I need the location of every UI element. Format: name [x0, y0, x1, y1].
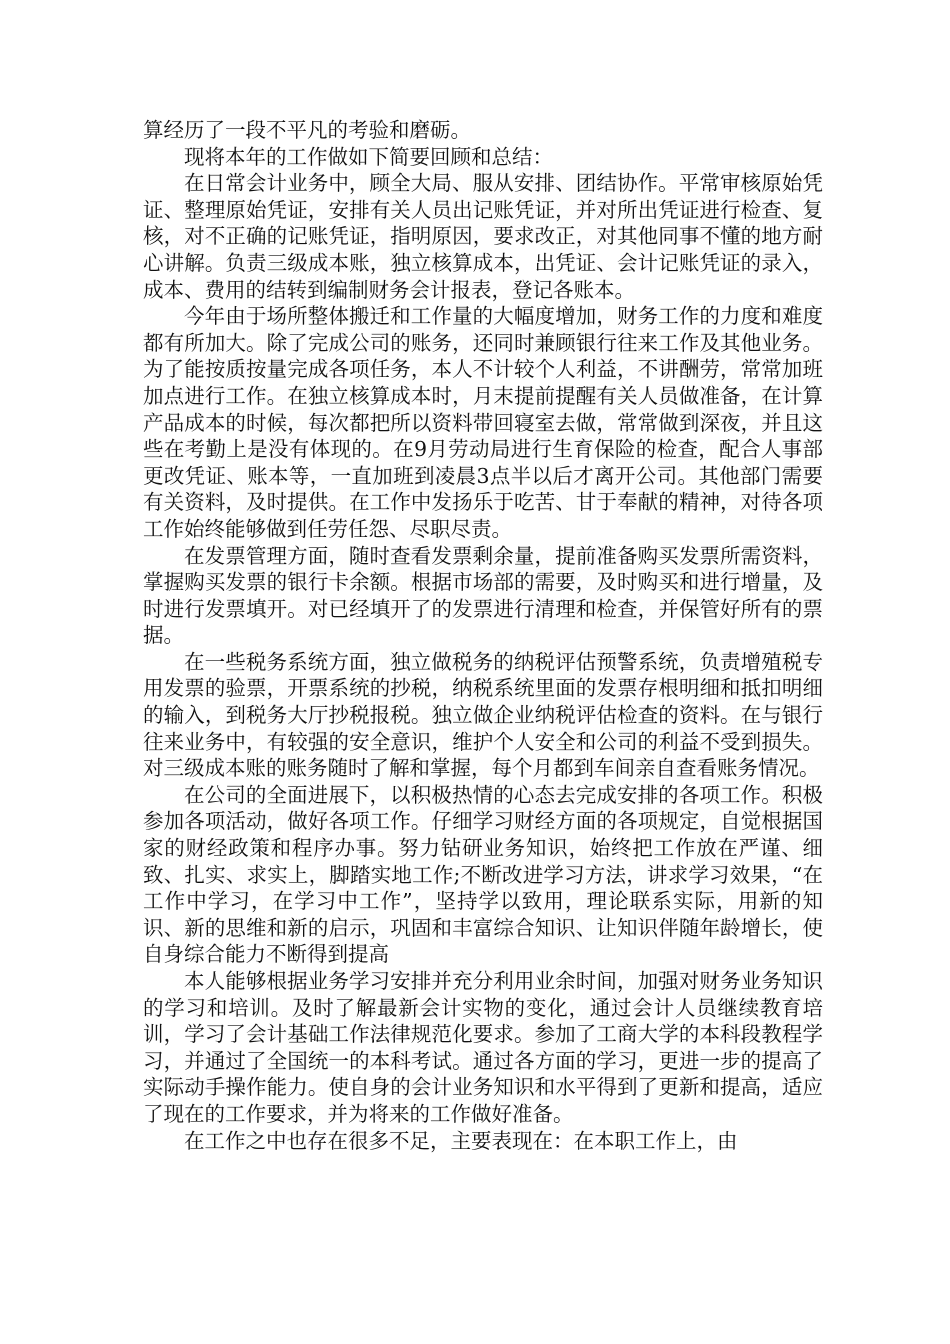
paragraph-shortcomings: 在工作之中也存在很多不足，主要表现在：在本职工作上，由	[184, 1128, 738, 1153]
paragraph-continuation: 算经历了一段不平凡的考验和磨砺。	[143, 118, 471, 142]
paragraph-invoice-management: 在发票管理方面，随时查看发票剩余量，提前准备购买发票所需资料，掌握购买发票的银行卡余额。根据市场部的需要，及时购买和进行增量，及时进行发票填开。对已经填开了的发票进行清理和检查，并保管好所有的票据。	[143, 543, 823, 648]
paragraph-intro: 现将本年的工作做如下简要回顾和总结：	[184, 144, 553, 169]
paragraph-workload: 今年由于场所整体搬迁和工作量的大幅度增加，财务工作的力度和难度都有所加大。除了完成公司的账务，还同时兼顾银行往来工作及其他业务。为了能按质按量完成各项任务，本人不计较个人利益，不讲酬劳，常常加班加点进行工作。在独立核算成本时，月末提前提醒有关人员做准备，在计算产品成本的时候，每次都把所以资料带回寝室去做，常常做到深夜，并且这些在考勤上是没有体现的。在9月劳动局进行生育保险的检查，配合人事部更改凭证、账本等，一直加班到凌晨3点半以后才离开公司。其他部门需要有关资料，及时提供。在工作中发扬乐于吃苦、甘于奉献的精神，对待各项工作始终能够做到任劳任怨、尽职尽责。	[143, 304, 823, 541]
document-body	[143, 117, 823, 1154]
paragraph-learning: 本人能够根据业务学习安排并充分利用业余时间，加强对财务业务知识的学习和培训。及时了解最新会计实物的变化，通过会计人员继续教育培训，学习了会计基础工作法律规范化要求。参加了工商大学的本科段教程学习，并通过了全国统一的本科考试。通过各方面的学习，更进一步的提高了实际动手操作能力。使自身的会计业务知识和水平得到了更新和提高，适应了现在的工作要求，并为将来的工作做好准备。	[143, 969, 823, 1126]
paragraph-daily-accounting: 在日常会计业务中，顾全大局、服从安排、团结协作。平常审核原始凭证、整理原始凭证，安排有关人员出记账凭证，并对所出凭证进行检查、复核，对不正确的记账凭证，指明原因，要求改正，对其他同事不懂的地方耐心讲解。负责三级成本账，独立核算成本，出凭证、会计记账凭证的录入，成本、费用的结转到编制财务会计报表，登记各账本。	[143, 171, 823, 302]
paragraph-tax-systems: 在一些税务系统方面，独立做税务的纳税评估预警系统，负责增殖税专用发票的验票，开票系统的抄税，纳税系统里面的发票存根明细和抵扣明细的输入，到税务大厅抄税报税。独立做企业纳税评估检查的资料。在与银行往来业务中，有较强的安全意识，维护个人安全和公司的利益不受到损失。对三级成本账的账务随时了解和掌握，每个月都到车间亲自查看账务情况。	[143, 649, 823, 781]
paragraph-company-development: 在公司的全面进展下，以积极热情的心态去完成安排的各项工作。积极参加各项活动，做好各项工作。仔细学习财经方面的各项规定，自觉根据国家的财经政策和程序办事。努力钻研业务知识，始终把工作放在严谨、细致、扎实、求实上，脚踏实地工作;不断改进学习方法，讲求学习效果，“在工作中学习，在学习中工作”，坚持学以致用，理论联系实际，用新的知识、新的思维和新的启示，巩固和丰富综合知识、让知识伴随年龄增长，使自身综合能力不断得到提高	[143, 782, 823, 967]
